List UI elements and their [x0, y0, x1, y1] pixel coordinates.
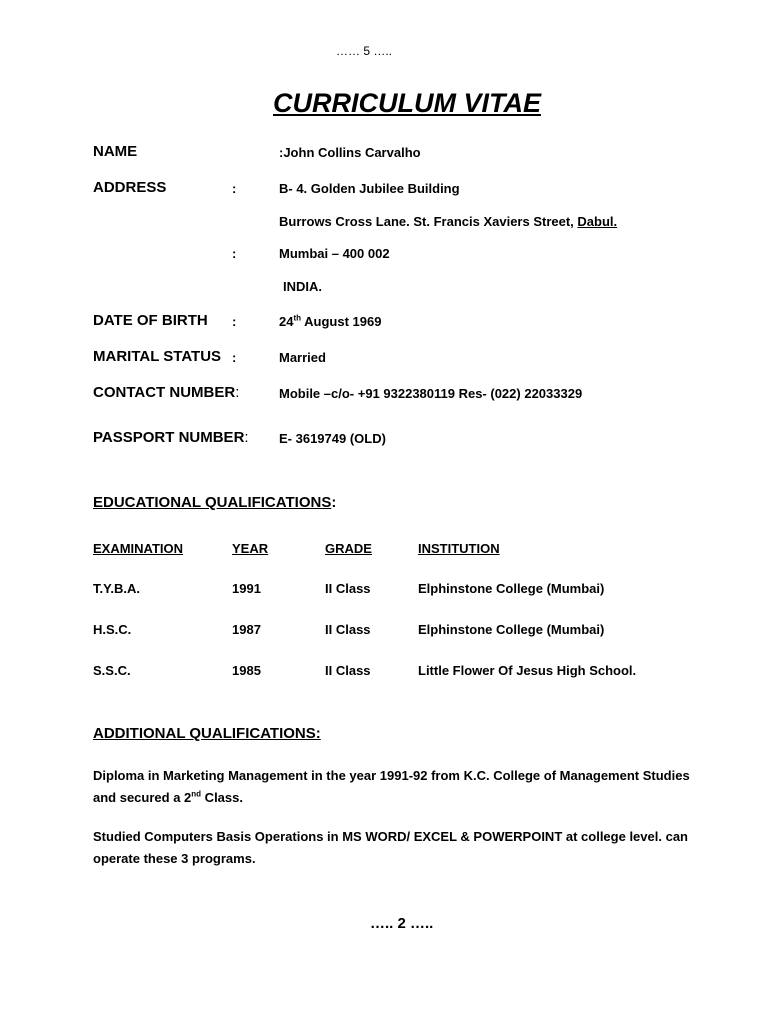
- passport-colon: :: [244, 429, 249, 446]
- address-line-2-underlined: Dabul.: [577, 214, 618, 229]
- table-cell-exam: T.Y.B.A.: [93, 581, 140, 596]
- education-heading: [93, 494, 336, 511]
- dob-day: 24: [279, 314, 294, 329]
- address-line-3: Mumbai – 400 002: [279, 246, 390, 261]
- dob-ordinal: th: [293, 313, 302, 323]
- table-cell-grade: II Class: [325, 622, 371, 637]
- document-title: CURRICULUM VITAE: [273, 88, 541, 118]
- contact-label-text: CONTACT NUMBER: [93, 384, 236, 401]
- table-cell-institution: Little Flower Of Jesus High School.: [418, 663, 637, 678]
- additional-paragraph-1-end: Class.: [201, 790, 243, 805]
- passport-label-text: PASSPORT NUMBER: [93, 429, 245, 446]
- address-line-2-text: Burrows Cross Lane. St. Francis Xaviers Street,: [279, 214, 578, 229]
- education-heading-colon: :: [331, 494, 337, 511]
- table-cell-year: 1985: [232, 663, 261, 678]
- additional-paragraph-1-ordinal: nd: [191, 789, 202, 799]
- table-cell-grade: II Class: [325, 663, 371, 678]
- table-header-grade: GRADE: [325, 541, 372, 556]
- dob-value: [279, 314, 381, 329]
- additional-paragraph-2: Studied Computers Basis Operations in MS WORD/ EXCEL & POWERPOINT at college level. can operate these 3 programs.: [93, 829, 688, 866]
- table-cell-grade: II Class: [325, 581, 371, 596]
- passport-label: [93, 429, 249, 446]
- additional-paragraph-1-text: Diploma in Marketing Management in the year 1991-92 from K.C. College of Management Studies and secured a 2: [93, 768, 690, 805]
- bottom-page-number: ….. 2 …..: [370, 915, 434, 932]
- address-colon-2: :: [232, 246, 237, 261]
- name-label: NAME: [93, 143, 138, 160]
- table-cell-exam: S.S.C.: [93, 663, 131, 678]
- additional-paragraph-1: [93, 765, 693, 809]
- table-cell-institution: Elphinstone College (Mumbai): [418, 581, 605, 596]
- address-line-4: INDIA.: [283, 279, 322, 294]
- dob-label: DATE OF BIRTH: [93, 312, 208, 329]
- address-line-2: [279, 214, 617, 229]
- passport-value: E- 3619749 (OLD): [279, 431, 386, 446]
- contact-colon: :: [235, 384, 240, 401]
- contact-value: Mobile –c/o- +91 9322380119 Res- (022) 22033329: [279, 386, 583, 401]
- name-value: :John Collins Carvalho: [279, 145, 421, 160]
- marital-colon: :: [232, 350, 237, 365]
- dob-colon: :: [232, 314, 237, 329]
- dob-rest: August 1969: [301, 314, 382, 329]
- additional-heading: ADDITIONAL QUALIFICATIONS:: [93, 725, 321, 742]
- marital-value: Married: [279, 350, 326, 365]
- table-header-examination: EXAMINATION: [93, 541, 184, 556]
- table-cell-year: 1991: [232, 581, 261, 596]
- marital-label: MARITAL STATUS: [93, 348, 222, 365]
- table-cell-exam: H.S.C.: [93, 622, 132, 637]
- address-line-1: B- 4. Golden Jubilee Building: [279, 181, 460, 196]
- top-page-number: …… 5 …..: [336, 44, 393, 58]
- table-header-year: YEAR: [232, 541, 269, 556]
- education-heading-text: EDUCATIONAL QUALIFICATIONS: [93, 494, 332, 511]
- contact-label: [93, 384, 239, 401]
- address-colon: :: [232, 181, 237, 196]
- table-cell-institution: Elphinstone College (Mumbai): [418, 622, 605, 637]
- table-cell-year: 1987: [232, 622, 261, 637]
- address-label: ADDRESS: [93, 179, 167, 196]
- table-header-institution: INSTITUTION: [418, 541, 500, 556]
